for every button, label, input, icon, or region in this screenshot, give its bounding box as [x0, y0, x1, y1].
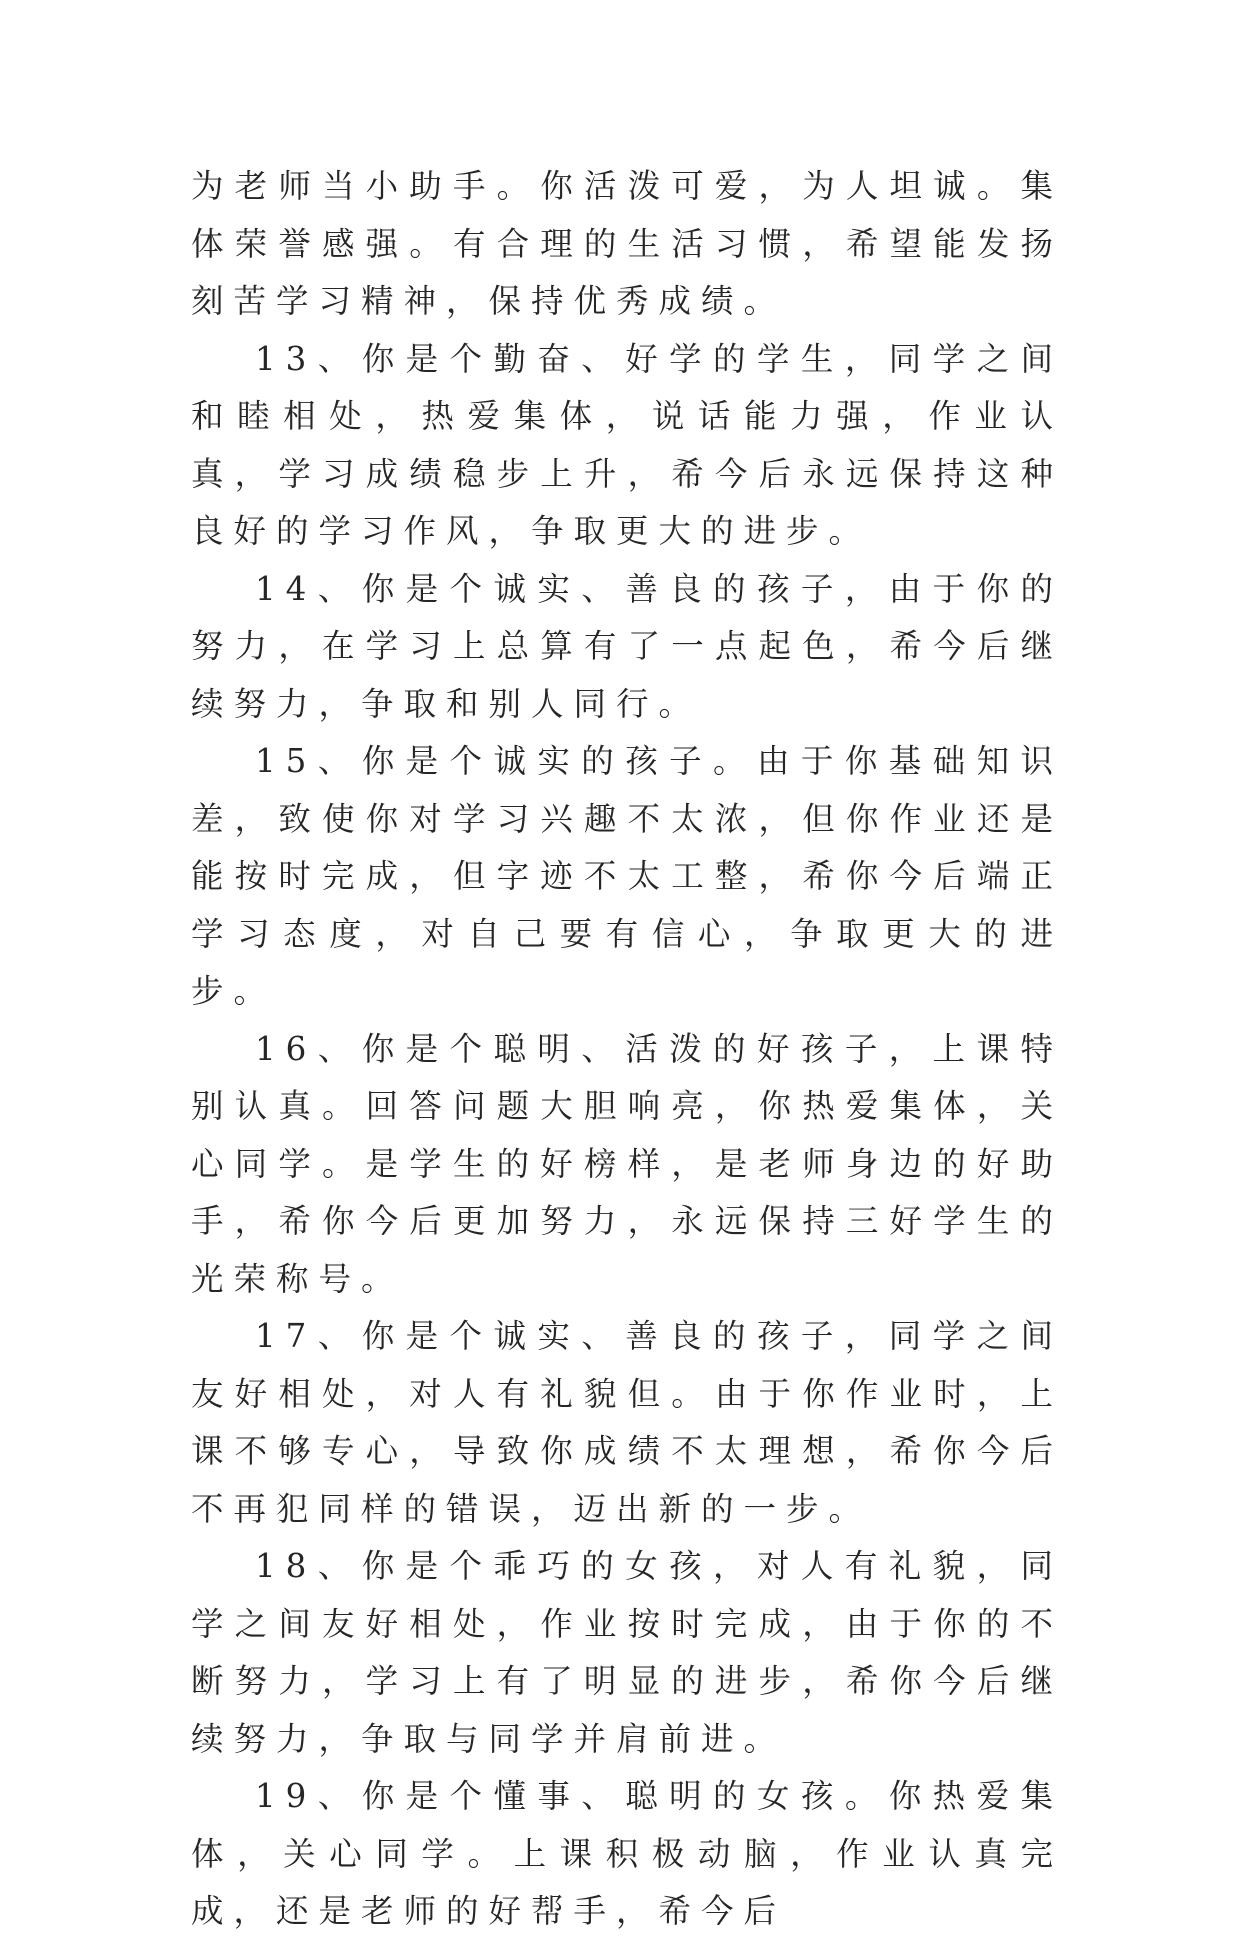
paragraph-18: 18、你是个乖巧的女孩，对人有礼貌，同学之间友好相处，作业按时完成，由于你的不断努力，学习上有了明显的进步，希你今后继续努力，争取与同学并肩前进。 [191, 1547, 1063, 1758]
paragraph-14: 14、你是个诚实、善良的孩子，由于你的努力，在学习上总算有了一点起色，希今后继续努力，争取和别人同行。 [191, 569, 1063, 723]
paragraph-15: 15、你是个诚实的孩子。由于你基础知识差，致使你对学习兴趣不太浓，但你作业还是能按时完成，但字迹不太工整，希你今后端正学习态度，对自己要有信心，争取更大的进步。 [191, 742, 1063, 1010]
paragraph-16: 16、你是个聪明、活泼的好孩子，上课特别认真。回答问题大胆响亮，你热爱集体，关心同学。是学生的好榜样，是老师身边的好助手，希你今后更加努力，永远保持三好学生的光荣称号。 [191, 1029, 1063, 1298]
paragraph-17: 17、你是个诚实、善良的孩子，同学之间友好相处，对人有礼貌但。由于你作业时，上课不够专心，导致你成绩不太理想，希你今后不再犯同样的错误，迈出新的一步。 [191, 1317, 1063, 1528]
document-body [191, 158, 1063, 1941]
paragraph-13: 13、你是个勤奋、好学的学生，同学之间和睦相处，热爱集体，说话能力强，作业认真，学习成绩稳步上升，希今后永远保持这种良好的学习作风，争取更大的进步。 [191, 339, 1063, 550]
paragraph-19: 19、你是个懂事、聪明的女孩。你热爱集体，关心同学。上课积极动脑，作业认真完成，还是老师的好帮手，希今后 [191, 1777, 1063, 1930]
paragraph-continuation: 为老师当小助手。你活泼可爱，为人坦诚。集体荣誉感强。有合理的生活习惯，希望能发扬刻苦学习精神，保持优秀成绩。 [191, 167, 1063, 320]
